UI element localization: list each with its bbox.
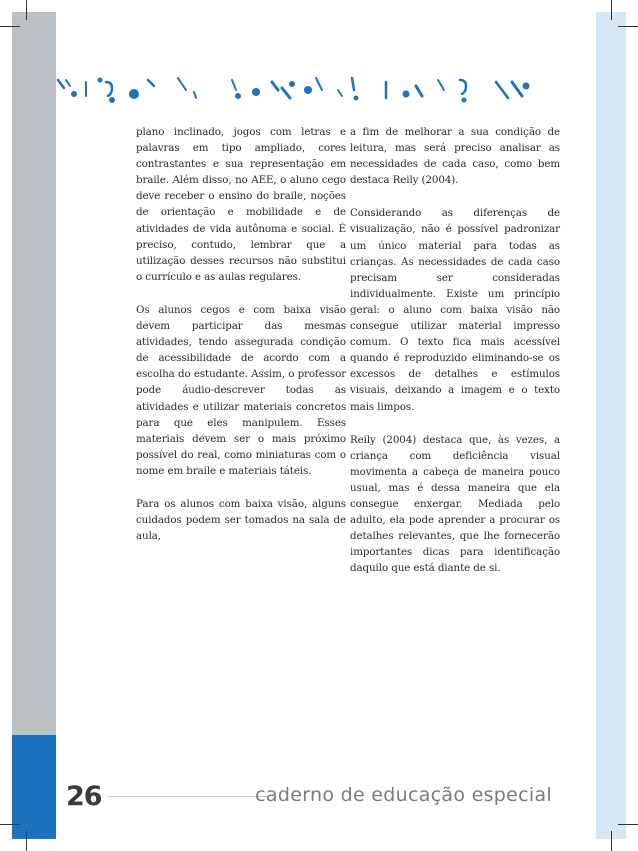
crop-mark: [618, 824, 638, 825]
paragraph: plano inclinado, jogos com letras e palavras em tipo ampliado, cores contrastantes e sua representação em braile. Além disso, no AEE, o aluno cego deve receber o ensino do braile, noções de orientação e mobilidade e de atividades de vida autônoma e social. É preciso, contudo, lembrar que a utilização desses recursos não substitui o currículo e as aulas regulares.: [136, 126, 346, 283]
left-margin-bar: [12, 12, 56, 839]
paragraph: Os alunos cegos e com baixa visão devem participar das mesmas atividades, tendo assegurada condição de acessibilidade de acordo com a escolha do estudante. Assim, o professor pode áudio-descrever todas as atividades e utilizar materiais concretos para que eles manipulem. Esses materiais devem ser o mais próximo possível do real, como miniaturas com o nome em braile e materiais táteis.: [136, 303, 346, 477]
paragraph: Considerando as diferenças de visualização, não é possível padronizar um único material para todas as crianças. As necessidades de cada caso precisam ser consideradas individualmente. Existe um princípio geral: o aluno com baixa visão não consegue utilizar material impresso comum. O texto fica mais acessível quando é reproduzido eliminando-se os excessos de detalhes e estímulos visuais, deixando a imagem e o texto mais limpos.: [350, 207, 560, 413]
decorative-dots-band: [56, 68, 584, 108]
footer-title: caderno de educação especial: [255, 784, 552, 806]
page-number: 26: [66, 781, 102, 812]
paragraph: Reily (2004) destaca que, às vezes, a criança com deficiência visual movimenta a cabeça de maneira pouco usual, mas é dessa maneira que ela consegue enxergar. Mediada pelo adulto, ela pode aprender a procurar os detalhes relevantes, que lhe fornecerão importantes dicas para identificação daquilo que está diante de si.: [350, 433, 560, 575]
crop-mark: [0, 824, 20, 825]
footer-divider: [108, 796, 268, 797]
paragraph: Para os alunos com baixa visão, alguns cuidados podem ser tomados na sala de aula,: [136, 497, 346, 543]
crop-mark: [611, 831, 612, 851]
crop-mark: [618, 26, 638, 27]
text-column-left: [136, 124, 346, 561]
crop-mark: [26, 831, 27, 851]
paragraph: a fim de melhorar a sua condição de leitura, mas será preciso analisar as necessidades de cada caso, como bem destaca Reily (2004).: [350, 126, 560, 187]
crop-mark: [611, 0, 612, 20]
crop-mark: [26, 0, 27, 20]
right-margin-bar: [596, 12, 626, 839]
text-column-right: [350, 124, 560, 593]
crop-mark: [0, 26, 20, 27]
